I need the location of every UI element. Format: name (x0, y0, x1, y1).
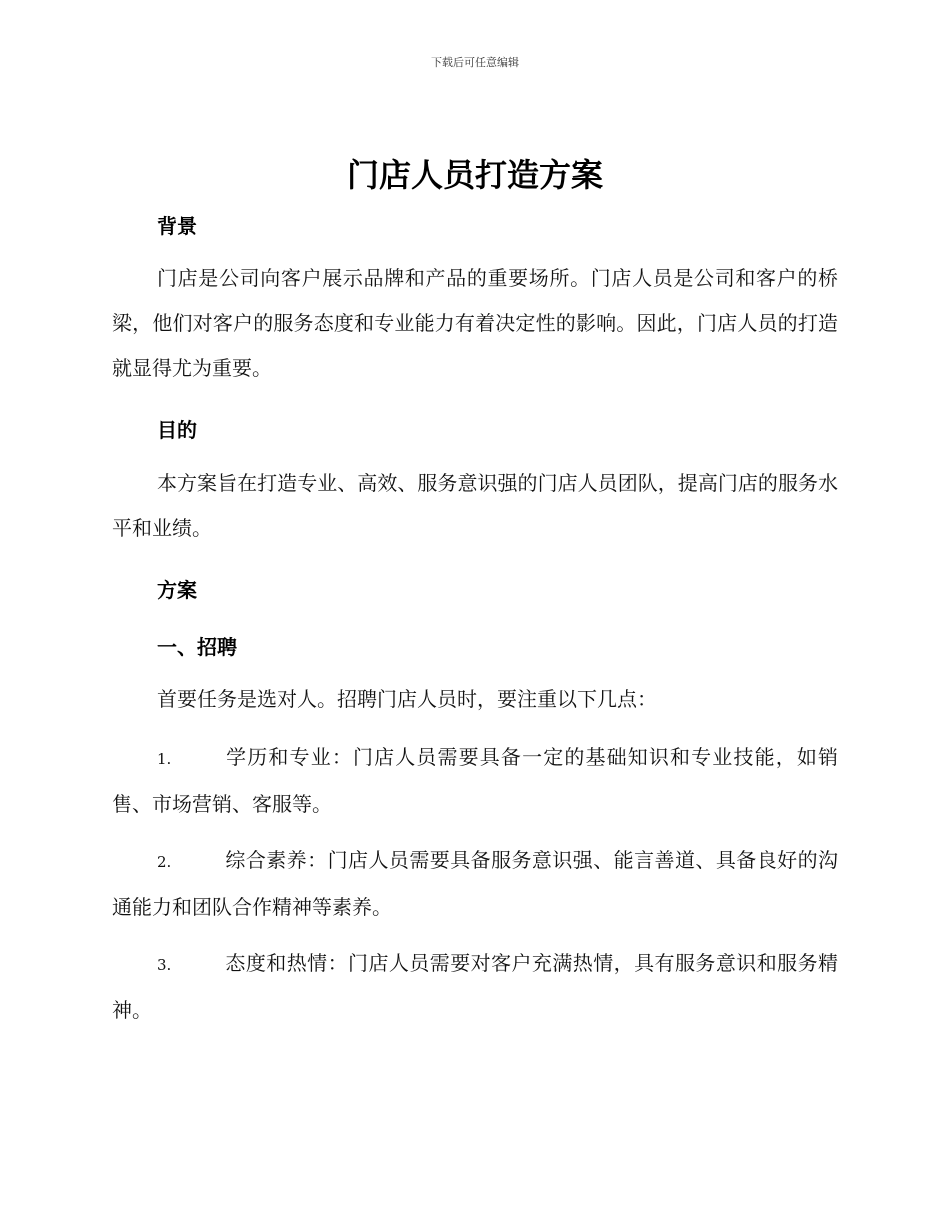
list-item-number: 3. (157, 956, 172, 974)
heading-recruit: 一、招聘 (157, 635, 237, 659)
heading-background: 背景 (157, 214, 197, 238)
heading-plan: 方案 (157, 578, 197, 602)
list-item-text: 综合素养：门店人员需要具备服务意识强、能言善道、具备良好的沟通能力和团队合作精神等素养。 (112, 848, 838, 919)
list-item-number: 2. (157, 853, 172, 871)
paragraph-background: 门店是公司向客户展示品牌和产品的重要场所。门店人员是公司和客户的桥梁，他们对客户的服务态度和专业能力有着决定性的影响。因此，门店人员的打造就显得尤为重要。 (112, 266, 838, 380)
list-item-text: 学历和专业：门店人员需要具备一定的基础知识和专业技能，如销售、市场营销、客服等。 (112, 745, 838, 816)
paragraph-recruit-intro: 首要任务是选对人。招聘门店人员时，要注重以下几点： (157, 687, 657, 711)
document-title: 门店人员打造方案 (346, 156, 603, 194)
heading-purpose: 目的 (157, 418, 197, 442)
list-item (112, 941, 838, 1033)
list-item-number: 1. (157, 750, 172, 768)
list-item (112, 735, 838, 827)
list-item (112, 838, 838, 930)
paragraph-purpose: 本方案旨在打造专业、高效、服务意识强的门店人员团队，提高门店的服务水平和业绩。 (112, 471, 838, 540)
list-item-text: 态度和热情：门店人员需要对客户充满热情，具有服务意识和服务精神。 (112, 951, 838, 1022)
header-note: 下载后可任意编辑 (431, 56, 519, 69)
